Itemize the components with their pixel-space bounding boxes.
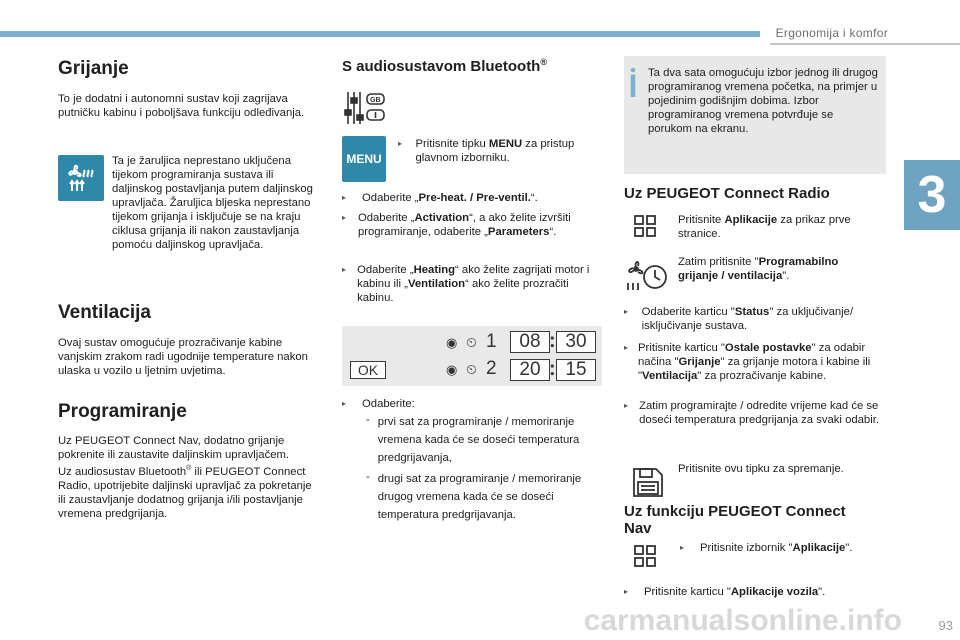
clock2-number: 2 [486,358,497,379]
clock1-number: 1 [486,331,497,352]
header-accent-bar [0,31,760,37]
option-second-clock: - drugi sat za programiranje / memoriranje drugog vremena kada će se doseći temperatura predgrijavanja. [366,471,582,521]
step-press-menu: ▸ Pritisnite tipku MENU za pristup glavnom izborniku. [398,138,575,164]
radio-step-program-time: ▸ Zatim programirajte / odredite vrijeme kad će se doseći temperatura predgrijanja za svaki odabir. [624,400,880,426]
step-select-activation: ▸ Odaberite „Activation“, a ako želite izvršiti programiranje, odaberite „Parameters“. [342,212,571,238]
heating-indicator-icon [58,155,104,201]
heading-programiranje: Programiranje [58,401,187,422]
info-icon [630,63,636,101]
apps-grid-icon [634,215,656,242]
step-select-preheat: ▸ Odaberite „Pre-heat. / Pre-ventil.“. [342,192,538,204]
save-icon [632,466,664,503]
clock1-minutes: 30 [556,331,596,353]
heading-bluetooth: S audiosustavom Bluetooth® [342,57,547,75]
time-separator: : [549,330,556,352]
radio-selected-icon: ◉ [446,362,458,377]
programming-display [342,326,602,386]
programiranje-text-2: Uz audiosustav Bluetooth® ili PEUGEOT Connect Radio, upotrijebite daljinski upravljač za pokretanje ili zaustavljanje dodatnog grijanja i/ili postavljanje vremena predgrijanja. [58,465,312,520]
heading-ventilacija: Ventilacija [58,302,151,323]
programiranje-text-1: Uz PEUGEOT Connect Nav, dodatno grijanje pokrenite ili zaustavite daljinskim upravljačem. [58,435,290,461]
apps-grid-icon [634,545,656,572]
info-note-text: Ta dva sata omogućuju izbor jednog ili drugog programiranog vremena početka, na primjer u pojedinim godišnjim dobima. Izbor programiranog vremena potvrđuje se porukom na ekranu. [648,67,878,135]
watermark: carmanualsonline.info [583,604,902,637]
chapter-number-tab: 3 [904,160,960,230]
radio-step-programmable: Zatim pritisnite "Programabilno grijanje / ventilacija". [678,256,839,282]
step-select-heating: ▸ Odaberite „Heating“ ako želite zagrijati motor i kabinu ili „Ventilation“ ako želite prozračiti kabinu. [342,264,590,304]
header-divider [770,43,960,45]
radio-step-other-settings: ▸ Pritisnite karticu "Ostale postavke" za odabir načina "Grijanje" za grijanje motora i kabine ili "Ventilacija" za prozračivanje kabine. [624,342,871,382]
page-number: 93 [938,618,953,633]
clock1-hours: 08 [510,331,550,353]
clock2-hours: 20 [510,359,550,381]
menu-button-icon: MENU [342,136,386,182]
grijanje-intro: To je dodatni i autonomni sustav koji zagrijava putničku kabinu i poboljšava funkciju odleđivanja. [58,93,305,119]
heading-connect-radio: Uz PEUGEOT Connect Radio [624,185,830,202]
radio-step-save: Pritisnite ovu tipku za spremanje. [678,463,844,475]
clock2-minutes: 15 [556,359,596,381]
radio-step-apps: Pritisnite Aplikacije za prikaz prve stranice. [678,214,851,240]
nav-step-apps-menu: ▸ Pritisnite izbornik "Aplikacije". [680,542,853,554]
heading-connect-nav: Uz funkciju PEUGEOT Connect Nav [624,503,846,537]
heating-ventilation-icon [624,257,668,296]
radio-step-status: ▸ Odaberite karticu "Status" za uključivanje/ isključivanje sustava. [624,306,854,332]
nav-step-vehicle-apps: ▸ Pritisnite karticu "Aplikacije vozila". [624,586,826,598]
clock-icon: ⏲ [466,334,477,350]
ventilacija-text: Ovaj sustav omogućuje prozračivanje kabine vanjskim zrakom radi ugodnije temperature nakon ulaska u vozilo u ljetnim uvjetima. [58,337,308,377]
time-separator: : [549,358,556,380]
step-select-clock: ▸ Odaberite: [342,398,415,410]
option-first-clock: - prvi sat za programiranje / memoriranje vremena kada će se doseći temperatura predgrijavanja, [366,414,580,464]
grijanje-note: Ta je žaruljica neprestano uključena tijekom programiranja sustava ili daljinskog postavljanja putem daljinskog upravljača. Žaruljica bljeska neprestano tijekom grijanja i isključuje se na kraju ciklusa grijanja ili nakon zaustavljanja pomoću daljinskog upravljača. [112,155,313,251]
clock-options [360,413,600,524]
equalizer-sliders-icon [344,90,390,126]
radio-selected-icon: ◉ [446,335,458,350]
ok-button: OK [350,361,386,379]
chapter-title: Ergonomija i komfor [775,26,888,40]
svg-text:GB: GB [370,97,381,104]
heading-grijanje: Grijanje [58,58,129,79]
clock-icon: ⏲ [466,361,477,377]
